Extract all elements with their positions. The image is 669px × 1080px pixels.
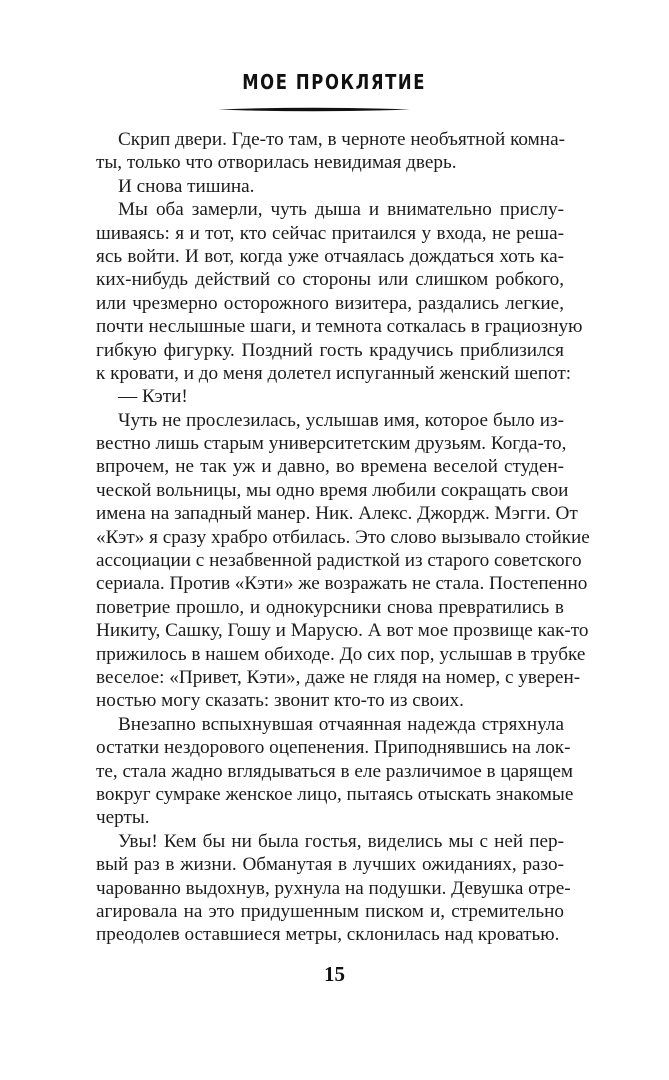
text-line: те, стала жадно вглядываться в еле различимое в царящем xyxy=(96,760,573,782)
text-line: агировала на это придушенным писком и, стремительно xyxy=(96,900,564,922)
paragraph xyxy=(96,713,574,830)
text-line: гибкую фигурку. Поздний гость крадучись приблизился xyxy=(96,339,564,361)
running-header xyxy=(0,70,669,94)
text-line: — Кэти! xyxy=(118,386,188,408)
text-line: поветрие прошло, и однокурсники снова превратились в xyxy=(96,596,564,618)
text-line: шиваясь: я и тот, кто сейчас притаился у входа, не реша- xyxy=(96,222,564,244)
text-line: преодолев оставшиеся метры, склонилась над кроватью. xyxy=(96,924,560,946)
text-line: Увы! Кем бы ни была гостья, виделись мы с ней пер- xyxy=(118,830,564,852)
text-line: имена на западный манер. Ник. Алекс. Джордж. Мэгги. От xyxy=(96,503,578,525)
paragraph xyxy=(96,198,583,385)
paragraph xyxy=(96,385,564,408)
text-line: ты, только что отворилась невидимая дверь. xyxy=(96,152,457,174)
text-line: почти неслышные шаги, и темнота соткалась в грациозную xyxy=(96,316,583,338)
text-line: вокруг сумраке женское лицо, пытаясь отыскать знакомые xyxy=(96,783,574,805)
text-line: Внезапно вспыхнувшая отчаянная надежда стряхнула xyxy=(118,713,564,735)
text-line: вый раз в жизни. Обманутая в лучших ожиданиях, разо- xyxy=(96,854,564,876)
text-line: «Кэт» я сразу храбро отбилась. Это слово вызывало стойкие xyxy=(96,526,590,548)
text-line: ясь войти. И вот, когда уже отчаялась дождаться хоть ка- xyxy=(96,245,564,267)
title-rule-divider xyxy=(218,107,410,112)
paragraph xyxy=(96,128,564,175)
text-line: Чуть не прослезилась, услышав имя, которое было из- xyxy=(118,409,564,431)
text-line: или чрезмерно осторожного визитера, раздались легкие, xyxy=(96,292,564,314)
text-line: чарованно выдохнув, рухнула на подушки. Девушка отре- xyxy=(96,877,571,899)
paragraph xyxy=(96,830,571,947)
text-line: Скрип двери. Где-то там, в черноте необъятной комна- xyxy=(118,129,565,150)
paragraph xyxy=(96,409,590,713)
text-line: сериала. Против «Кэти» же возражать не стала. Постепенно xyxy=(96,573,588,595)
text-line: прижилось в нашем обиходе. До сих пор, услышав в трубке xyxy=(96,643,586,665)
paragraph xyxy=(96,175,564,198)
text-line: Никиту, Сашку, Гошу и Марусю. А вот мое прозвище как-то xyxy=(96,620,589,642)
text-line: ческой вольницы, мы одно время любили сокращать свои xyxy=(96,479,569,501)
text-line: веселое: «Привет, Кэти», даже не глядя на номер, с уверен- xyxy=(96,666,581,688)
page-number: 15 xyxy=(324,962,345,986)
text-line: вестно лишь старым университетским друзьям. Когда-то, xyxy=(96,433,567,455)
text-line: Мы оба замерли, чуть дыша и внимательно прислу- xyxy=(118,199,564,221)
text-line: ассоциации с незабвенной радисткой из старого советского xyxy=(96,550,582,572)
text-line: ностью могу сказать: звонит кто-то из своих. xyxy=(96,690,464,712)
text-line: впрочем, не так уж и давно, во времена веселой студен- xyxy=(96,456,564,478)
text-line: черты. xyxy=(96,807,150,829)
text-line: остатки нездорового оцепенения. Приподнявшись на лок- xyxy=(96,737,571,759)
text-line: ких-нибудь действий со стороны или слишком робкого, xyxy=(96,269,564,291)
chapter-title: МОЕ ПРОКЛЯТИЕ xyxy=(242,70,427,94)
text-line: к кровати, и до меня долетел испуганный женский шепот: xyxy=(96,362,572,384)
body-text xyxy=(96,128,590,947)
text-line: И снова тишина. xyxy=(118,175,255,197)
